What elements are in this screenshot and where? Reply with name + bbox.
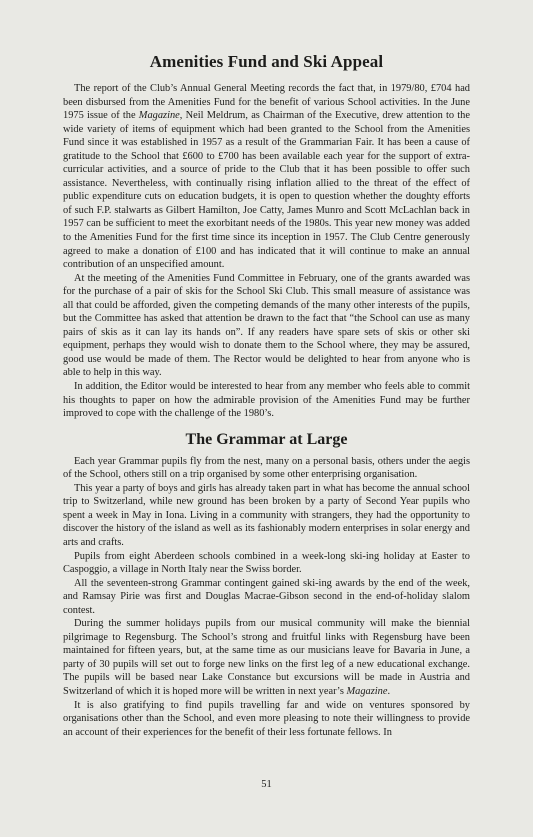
page-number: 51 (261, 779, 272, 790)
paragraph: At the meeting of the Amenities Fund Committee in February, one of the grants awarded was for the purchase of a pair of skis for the School Ski Club. This small measure of assistance was all that could be afforded, given the competing demands of the many other interests of the pupils, but the Committee has asked that attention be drawn to the fact that “the School can use as many pairs of skis as it can lay its hands on”. If any readers have spare sets of skis or other ski equipment, perhaps they would wish to donate them to the School where, they may be assured, good use would be made of them. The Rector would be delighted to hear from anyone who is able to help in this way. (63, 272, 470, 379)
paragraph: Pupils from eight Aberdeen schools combined in a week-long ski-ing holiday at Easter to Caspoggio, a village in North Italy near the Swiss border. (63, 550, 470, 576)
paragraph: The report of the Club’s Annual General Meeting records the fact that, in 1979/80, £704 had been disbursed from the Amenities Fund for the benefit of various School activities. In the June 1975 issue of the Magazine, Neil Meldrum, as Chairman of the Executive, drew attention to the wide variety of items of equipment which had been granted to the School from the Amenities Fund since it was established in 1957 as a result of the Grammarian Fair. It has been a cause of gratitude to the School that £600 to £700 has been available each year for the support of extra-curricular activities, and a source of pride to the Club that it has been possible to offer such assistance. Nevertheless, with continually rising inflation allied to the threat of the effect of public expenditure cuts on education budgets, it is open to question whether the doughty efforts of such F.P. stalwarts as Gilbert Hamilton, Joe Catty, James Munro and Scott McLachlan back in 1957 can be sufficient to meet the exorbitant needs of the 1980s. This year new money was added to the Amenities Fund for the first time since its inception in 1957. The Club Centre generously agreed to make a donation of £100 and has indicated that it will continue to make an annual contribution of an unspecified amount. (63, 83, 470, 271)
section-amenities-fund (63, 52, 470, 421)
paragraph: Each year Grammar pupils fly from the nest, many on a personal basis, others under the aegis of the School, others still on a trip organised by some other enterprising organisation. (63, 455, 470, 481)
paragraph: During the summer holidays pupils from our musical community will make the biennial pilgrimage to Regensburg. The School’s strong and fruitful links with Regensburg have been maintained for fifteen years, but, at the same time as our musicians leave for Bavaria in June, a party of 30 pupils will set out to forge new links on the first leg of a new educational exchange. The pupils will be based near Lake Constance but excursions will be made in Austria and Switzerland of which it is hoped more will be written in next year’s Magazine. (63, 618, 470, 697)
section-grammar-at-large (63, 431, 470, 739)
section-title-amenities-fund: Amenities Fund and Ski Appeal (149, 52, 384, 71)
section-title-grammar-at-large: The Grammar at Large (185, 430, 348, 448)
paragraph: This year a party of boys and girls has already taken part in what has become the annual school trip to Switzerland, while new ground has been broken by a party of Second Year pupils who spent a week in May in Iona. Living in a community with strangers, they had the opportunity to discover the history of the island as well as its fashionably modern enterprises in solar energy and arts and crafts. (63, 482, 470, 548)
paragraph: All the seventeen-strong Grammar contingent gained ski-ing awards by the end of the week, and Ramsay Pirie was first and Douglas Macrae-Gibson second in the end-of-holiday slalom contest. (63, 577, 470, 616)
paragraph: In addition, the Editor would be interested to hear from any member who feels able to commit his thoughts to paper on how the admirable provision of the Amenities Fund may be further improved to cope with the challenge of the 1980’s. (63, 381, 470, 420)
paragraph: It is also gratifying to find pupils travelling far and wide on ventures sponsored by organisations other than the School, and even more pleasing to note their willingness to provide an account of their experiences for the benefit of their less fortunate fellows. In (63, 699, 470, 738)
